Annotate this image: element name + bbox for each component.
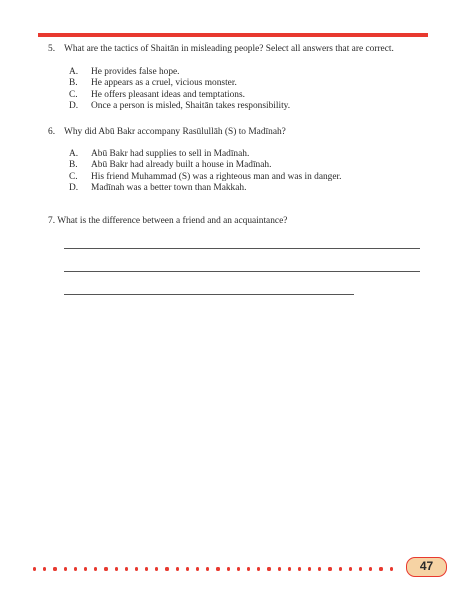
footer-dot	[267, 567, 270, 570]
option-letter: D.	[69, 101, 79, 112]
footer-dot	[176, 567, 179, 570]
footer-dot	[216, 567, 219, 570]
footer-dot	[74, 567, 77, 570]
top-red-rule	[38, 33, 428, 37]
answer-line-2[interactable]	[64, 271, 420, 272]
footer-dot	[115, 567, 118, 570]
option-text: Madīnah was a better town than Makkah.	[91, 183, 247, 194]
question-5	[48, 44, 428, 56]
footer-dot	[288, 567, 291, 570]
question-7	[48, 216, 428, 228]
footer-dot	[53, 567, 56, 570]
question-text: Why did Abū Bakr accompany Rasūlullāh (S) to Madīnah?	[64, 127, 286, 137]
footer-dot	[94, 567, 97, 570]
footer-dot	[369, 567, 372, 570]
option-letter: A.	[69, 67, 79, 77]
option-text: He provides false hope.	[91, 67, 180, 77]
footer-dot	[186, 567, 189, 570]
question-number: 7.	[48, 216, 56, 226]
footer-dot	[349, 567, 352, 570]
option-b	[69, 78, 409, 89]
option-c	[69, 90, 409, 101]
footer-dot	[125, 567, 128, 570]
option-a	[69, 149, 409, 160]
option-letter: C.	[69, 89, 78, 100]
option-letter: B.	[69, 160, 78, 171]
question-text: What are the tactics of Shaitān in misleading people? Select all answers that are correct.	[64, 44, 394, 54]
footer-dot	[227, 567, 230, 570]
option-letter: C.	[69, 171, 78, 182]
option-text: Abū Bakr had already built a house in Madīnah.	[91, 160, 272, 171]
option-text: He appears as a cruel, vicious monster.	[91, 78, 237, 89]
option-d	[69, 183, 409, 194]
option-text: Once a person is misled, Shaitān takes responsibility.	[91, 101, 291, 112]
answer-line-3[interactable]	[64, 294, 354, 295]
footer-dot	[298, 567, 301, 570]
footer-dot	[155, 567, 158, 570]
footer-dot	[390, 567, 393, 570]
question-5-options	[69, 67, 409, 113]
question-text: What is the difference between a friend and an acquaintance?	[57, 216, 288, 226]
footer-dot	[196, 567, 199, 570]
footer-dot	[43, 567, 46, 570]
option-text: Abū Bakr had supplies to sell in Madīnah.	[91, 149, 250, 159]
footer-dot	[318, 567, 321, 570]
footer-dot	[308, 567, 311, 570]
footer-dot	[206, 567, 209, 570]
question-6	[48, 127, 428, 139]
option-a	[69, 67, 409, 78]
footer-dot	[328, 567, 331, 570]
footer-dot	[359, 567, 362, 570]
question-number: 6.	[48, 127, 56, 137]
option-letter: D.	[69, 183, 79, 194]
footer-dot	[237, 567, 240, 570]
question-6-options	[69, 149, 409, 195]
footer-dot	[104, 567, 107, 570]
footer-dot	[379, 567, 382, 570]
option-text: His friend Muhammad (S) was a righteous man and was in danger.	[91, 171, 342, 182]
page-number-badge: 47	[406, 557, 447, 577]
footer-dot	[247, 567, 250, 570]
option-letter: A.	[69, 149, 79, 159]
option-d	[69, 101, 409, 112]
footer-dot	[64, 567, 67, 570]
footer-dot	[135, 567, 138, 570]
question-number: 5.	[48, 44, 56, 54]
footer-dot	[145, 567, 148, 570]
option-b	[69, 160, 409, 171]
option-letter: B.	[69, 78, 78, 89]
option-c	[69, 172, 409, 183]
footer-dot	[33, 567, 36, 570]
footer-dot	[257, 567, 260, 570]
footer-dot	[339, 567, 342, 570]
footer-dotted-rule	[33, 566, 393, 572]
footer-dot	[278, 567, 281, 570]
footer-dot	[165, 567, 168, 570]
answer-line-1[interactable]	[64, 248, 420, 249]
option-text: He offers pleasant ideas and temptations.	[91, 89, 245, 100]
footer-dot	[84, 567, 87, 570]
